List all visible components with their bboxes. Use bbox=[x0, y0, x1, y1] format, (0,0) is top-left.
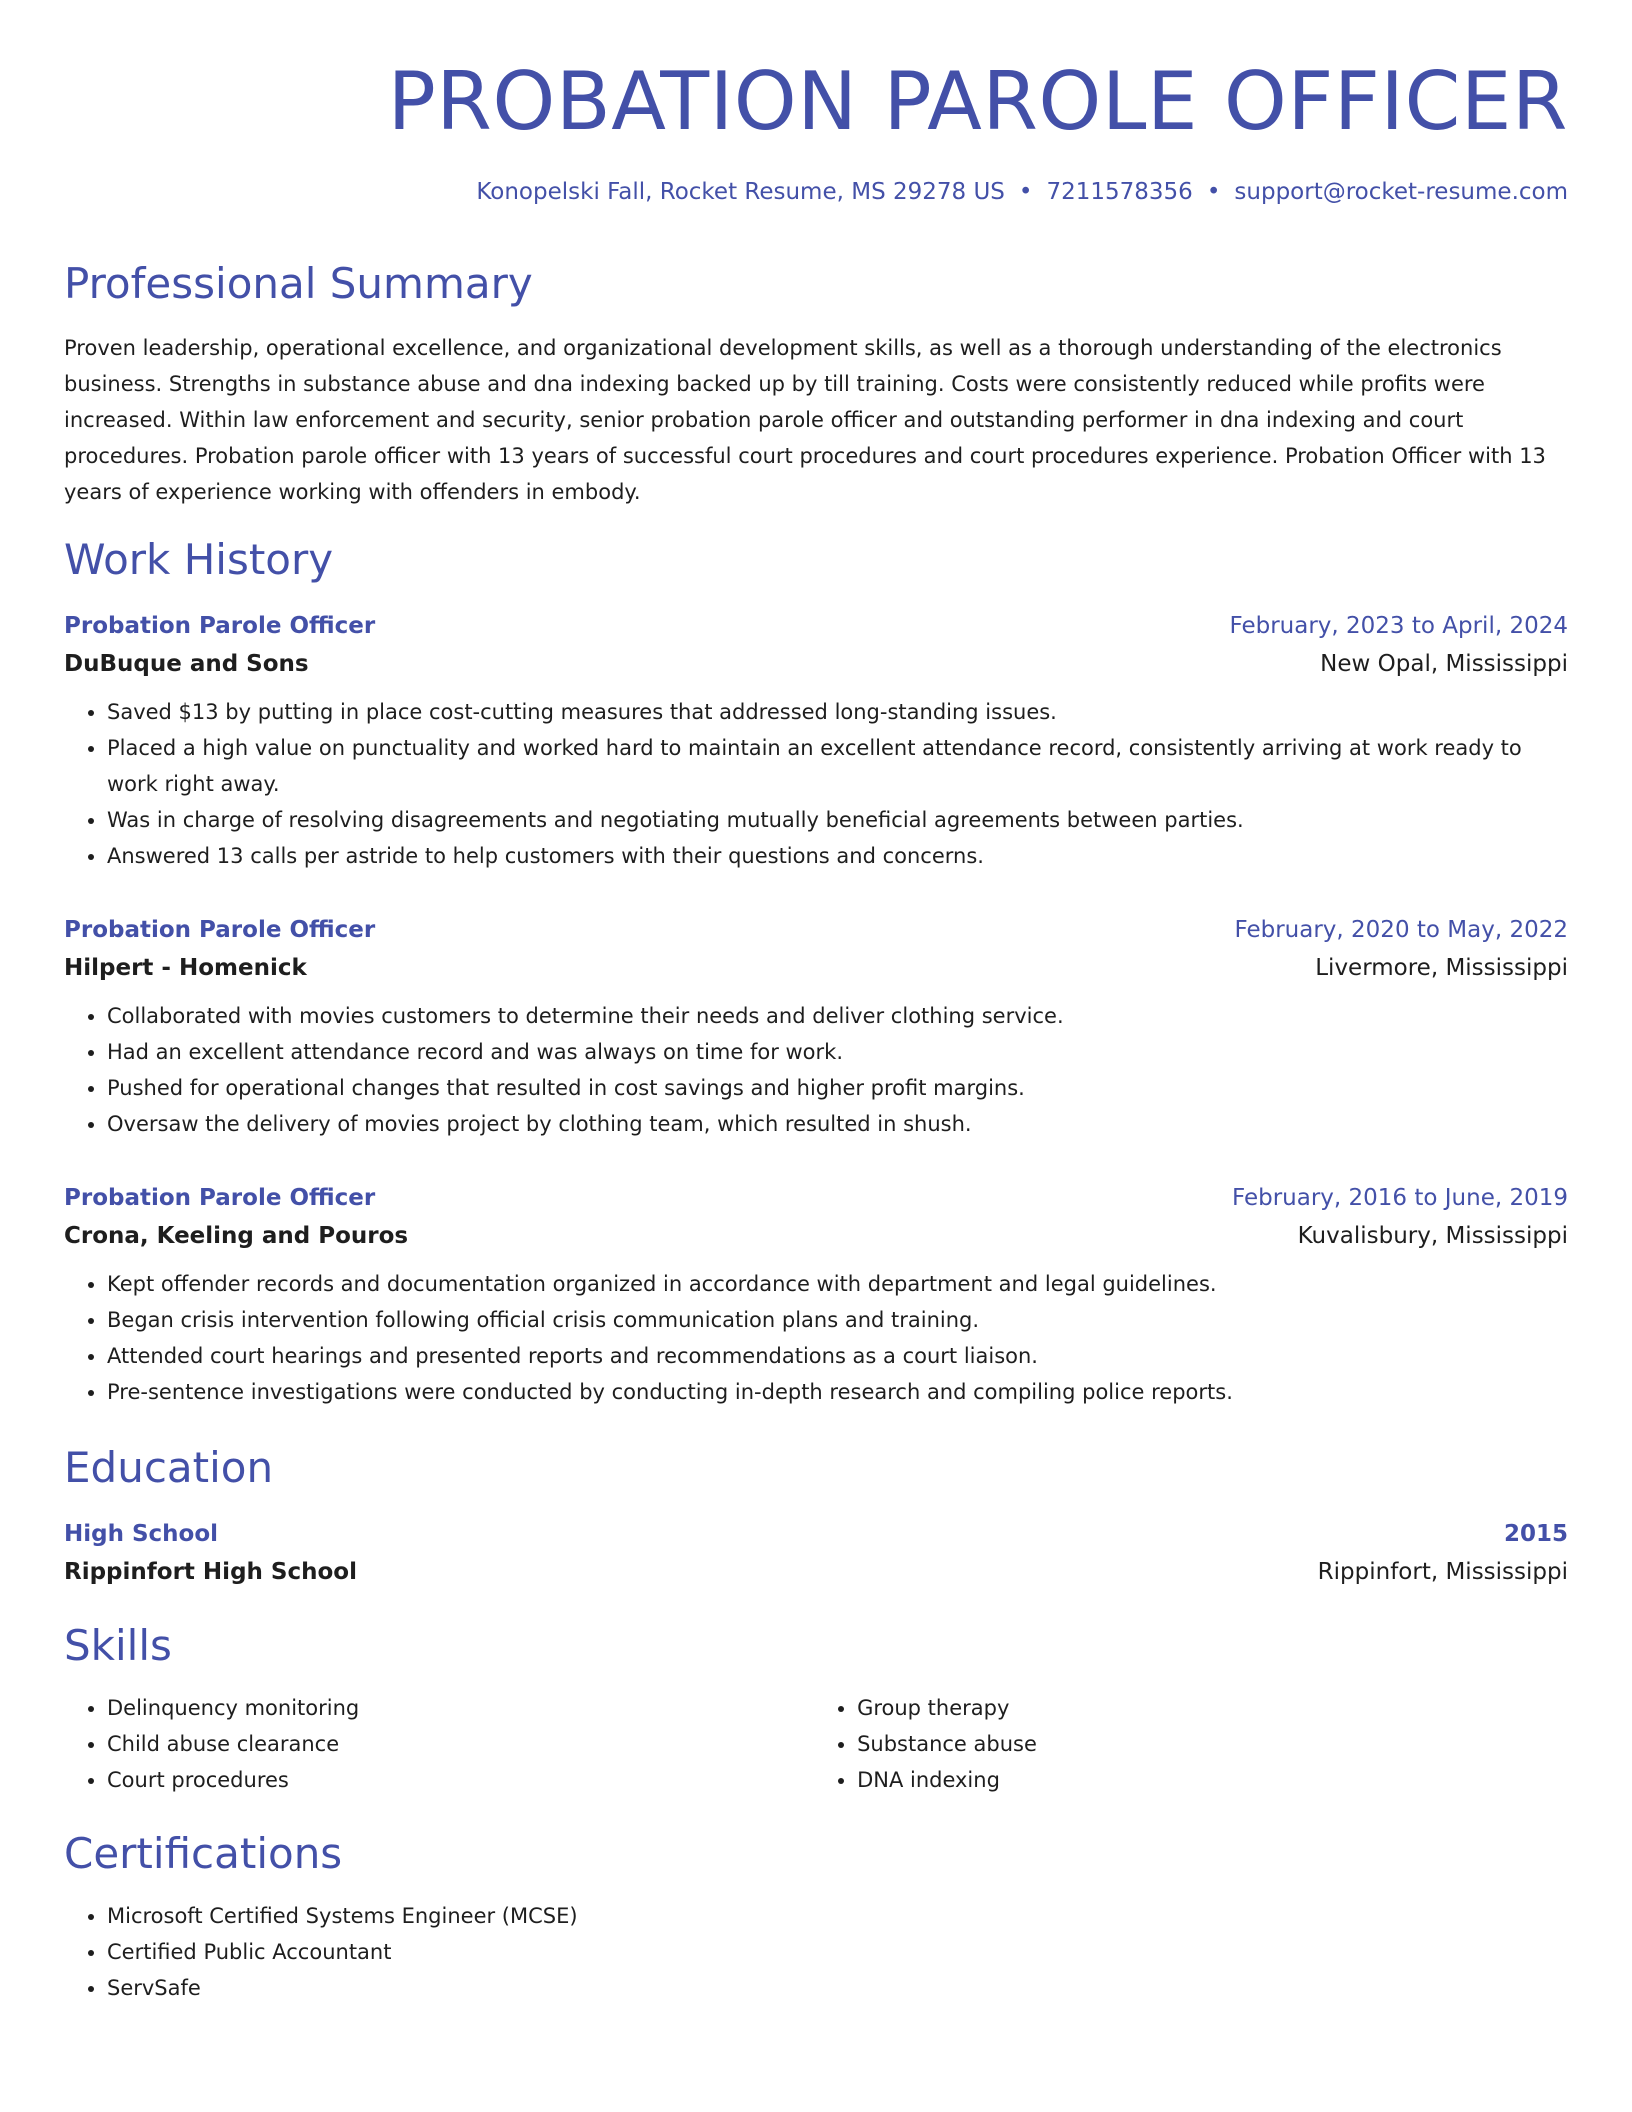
certifications-list bbox=[64, 1898, 1568, 2006]
separator-dot: • bbox=[1206, 179, 1221, 205]
job-bullets bbox=[64, 1266, 1568, 1410]
phone-number: 7211578356 bbox=[1046, 179, 1193, 205]
education-subheader bbox=[64, 1552, 1568, 1592]
job-subheader bbox=[64, 1216, 1568, 1256]
job-bullets bbox=[64, 694, 1568, 874]
job-location: Kuvalisbury, Mississippi bbox=[1297, 1223, 1568, 1249]
job-location: New Opal, Mississippi bbox=[1320, 651, 1568, 677]
section-title-work-history: Work History bbox=[64, 535, 334, 584]
skill-item: • DNA indexing bbox=[857, 1762, 1568, 1798]
job-subheader bbox=[64, 644, 1568, 684]
job-header bbox=[64, 912, 1568, 948]
separator-dot: • bbox=[1018, 179, 1033, 205]
list-item: • Was in charge of resolving disagreements and negotiating mutually beneficial agreements between parties. bbox=[107, 802, 1568, 838]
job-entry bbox=[64, 912, 1568, 1142]
job-dates: February, 2023 to April, 2024 bbox=[1229, 613, 1568, 639]
email-address: support@rocket-resume.com bbox=[1234, 179, 1568, 205]
contact-line bbox=[64, 176, 1568, 208]
section-title-skills: Skills bbox=[64, 1621, 172, 1670]
job-location: Livermore, Mississippi bbox=[1315, 955, 1568, 981]
education-entry bbox=[64, 1516, 1568, 1592]
section-title-certifications: Certifications bbox=[64, 1829, 343, 1878]
skill-item: • Group therapy bbox=[857, 1690, 1568, 1726]
job-company: Crona, Keeling and Pouros bbox=[64, 1223, 409, 1249]
job-title: Probation Parole Officer bbox=[64, 1185, 376, 1211]
job-company: Hilpert - Homenick bbox=[64, 955, 307, 981]
candidate-name: PROBATION PAROLE OFFICER bbox=[387, 55, 1568, 148]
section-title-education: Education bbox=[64, 1443, 274, 1492]
section-title-summary: Professional Summary bbox=[64, 259, 533, 308]
job-dates: February, 2020 to May, 2022 bbox=[1234, 917, 1568, 943]
summary-text: Proven leadership, operational excellence, and organizational development skills, as well as a thorough understanding of the electronics business. Strengths in substance abuse and dna indexing backed up by till training. Costs were consistently reduced while profits were increased. Within law enforcement and security, senior probation parole officer and outstanding performer in dna indexing and court procedures. Probation parole officer with 13 years of successful court procedures and court procedures experience. Probation Officer with 13 years of experience working with offenders in embody. bbox=[64, 336, 1546, 504]
job-header bbox=[64, 608, 1568, 644]
degree: High School bbox=[64, 1521, 219, 1547]
school-location: Rippinfort, Mississippi bbox=[1317, 1559, 1568, 1585]
skills-list bbox=[64, 1690, 1568, 1798]
graduation-year: 2015 bbox=[1503, 1521, 1568, 1547]
skill-item: • Delinquency monitoring bbox=[107, 1690, 814, 1726]
list-item: • Pre-sentence investigations were conducted by conducting in-depth research and compiling police reports. bbox=[107, 1374, 1568, 1410]
certification-item: • Microsoft Certified Systems Engineer (MCSE) bbox=[107, 1898, 1568, 1934]
job-company: DuBuque and Sons bbox=[64, 651, 309, 677]
school-name: Rippinfort High School bbox=[64, 1559, 357, 1585]
job-subheader bbox=[64, 948, 1568, 988]
skill-item: • Substance abuse bbox=[857, 1726, 1568, 1762]
list-item: • Began crisis intervention following official crisis communication plans and training. bbox=[107, 1302, 1568, 1338]
list-item: • Kept offender records and documentation organized in accordance with department and legal guidelines. bbox=[107, 1266, 1568, 1302]
list-item: • Placed a high value on punctuality and worked hard to maintain an excellent attendance record, consistently arriving at work ready to work right away. bbox=[107, 730, 1568, 802]
certification-item: • ServSafe bbox=[107, 1970, 1568, 2006]
job-dates: February, 2016 to June, 2019 bbox=[1231, 1185, 1568, 1211]
job-title: Probation Parole Officer bbox=[64, 917, 376, 943]
list-item: • Saved $13 by putting in place cost-cutting measures that addressed long-standing issues. bbox=[107, 694, 1568, 730]
job-bullets bbox=[64, 998, 1568, 1142]
skills-column-left bbox=[64, 1690, 814, 1798]
list-item: • Pushed for operational changes that resulted in cost savings and higher profit margins. bbox=[107, 1070, 1568, 1106]
list-item: • Oversaw the delivery of movies project by clothing team, which resulted in shush. bbox=[107, 1106, 1568, 1142]
certification-item: • Certified Public Accountant bbox=[107, 1934, 1568, 1970]
list-item: • Collaborated with movies customers to determine their needs and deliver clothing service. bbox=[107, 998, 1568, 1034]
skill-item: • Child abuse clearance bbox=[107, 1726, 814, 1762]
list-item: • Answered 13 calls per astride to help customers with their questions and concerns. bbox=[107, 838, 1568, 874]
education-header bbox=[64, 1516, 1568, 1552]
skills-column-right bbox=[814, 1690, 1568, 1798]
job-entry bbox=[64, 1180, 1568, 1410]
list-item: • Attended court hearings and presented reports and recommendations as a court liaison. bbox=[107, 1338, 1568, 1374]
list-item: • Had an excellent attendance record and was always on time for work. bbox=[107, 1034, 1568, 1070]
job-entry bbox=[64, 608, 1568, 874]
job-title: Probation Parole Officer bbox=[64, 613, 376, 639]
address: Konopelski Fall, Rocket Resume, MS 29278 US bbox=[476, 179, 1005, 205]
skill-item: • Court procedures bbox=[107, 1762, 814, 1798]
job-header bbox=[64, 1180, 1568, 1216]
